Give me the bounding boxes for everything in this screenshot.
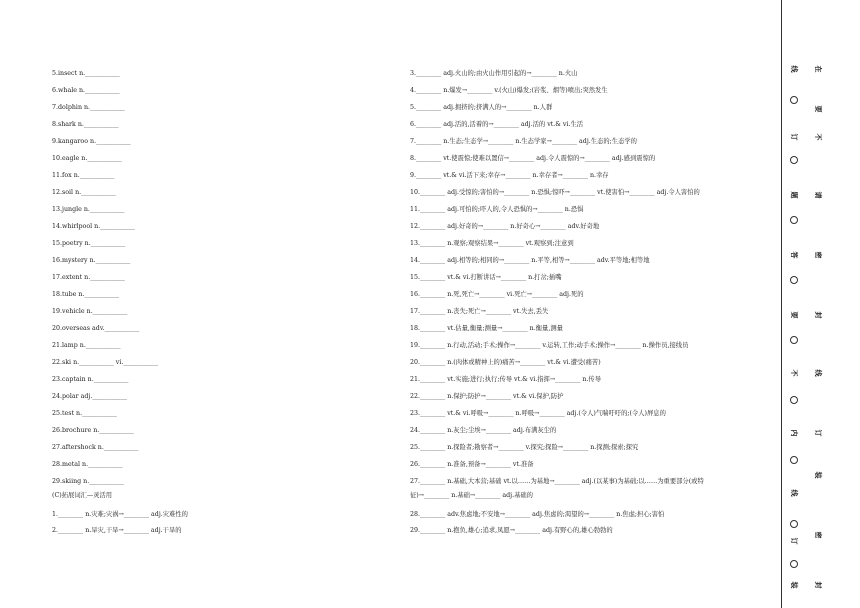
left-item: 21.lamp n.___________ (52, 342, 121, 349)
margin-label: 装 (790, 581, 798, 589)
right-item: 24.________ n.灰尘;尘埃→________ adj.布满灰尘的 (410, 427, 557, 434)
right-item: 3.________ adj.火山的;由火山作用引起的→________ n.火山 (410, 70, 578, 77)
right-item: 12.________ adj.好奇的→________ n.好奇心→________ adv.好奇地 (410, 223, 600, 230)
left-item: 7.dolphin n.___________ (52, 104, 125, 111)
left-item: 16.mystery n.___________ (52, 257, 131, 264)
margin-label: 答 (790, 251, 798, 259)
binding-hole (790, 156, 798, 164)
right-item: 17.________ n.丧失;死亡→________ vt.失去,丢失 (410, 308, 549, 315)
left-item: 24.polar adj.___________ (52, 393, 127, 400)
margin-label: 线 (790, 489, 798, 497)
margin-label: 不 (814, 133, 822, 141)
right-item: 21.________ vt.实施;进行;执行;传导 vt.& vi.指挥→________ n.传导 (410, 376, 602, 383)
margin-label: 订 (814, 429, 822, 437)
left-item: 8.shark n.___________ (52, 121, 119, 128)
left-item: 12.soil n.___________ (52, 189, 116, 196)
margin-label: 请 (814, 191, 822, 199)
margin-label: 密 (814, 531, 822, 539)
margin-label: 不 (790, 369, 798, 377)
left-item: 26.brochure n.___________ (52, 427, 134, 434)
right-item: 14.________ adj.相等的;相同的→________ n.平等,相等→________ adv.平等地;相等地 (410, 257, 650, 264)
margin-label: 封 (814, 581, 822, 589)
right-item: 5.________ adj.拥挤的;挤满人的→________ n.人群 (410, 104, 553, 111)
left-item: 10.eagle n.___________ (52, 155, 122, 162)
right-item: 15.________ vt.& vi.打断讲话→________ n.打岔;插嘴 (410, 274, 562, 281)
left-item: 15.poetry n.___________ (52, 240, 126, 247)
right-item: 27.________ n.基础,大本营;基础 vt.以……为基地→________ adj.(以某事)为基础;以……为重要部分(或特 (410, 478, 704, 485)
margin-label: 在 (814, 65, 822, 73)
left-item: 2.________ n.旱灾,干旱→________ adj.干旱的 (52, 527, 182, 534)
binding-hole (790, 520, 798, 528)
margin-label: 内 (790, 429, 798, 437)
left-item: 18.tube n.___________ (52, 291, 120, 298)
left-item: 23.captain n.___________ (52, 376, 129, 383)
right-item: 25.________ n.探险者;勘察者→________ v.探究;探险→________ n.探测;探索;探究 (410, 444, 639, 451)
binding-hole (790, 336, 798, 344)
right-item: 29.________ n.抱负,雄心;追求,凤愿→________ adj.有野心的,雄心勃勃的 (410, 527, 613, 534)
left-item: 27.aftershock n.___________ (52, 444, 139, 451)
right-item: 18.________ vt.估量,衡量;测量→________ n.衡量,测量 (410, 325, 563, 332)
right-item: 23.________ vt.& vi.呼吸→________ n.呼吸→________ adj.(令人)气喘吁吁的;(令人)屏息的 (410, 410, 666, 417)
margin-label: 线 (790, 65, 798, 73)
left-item: 17.extent n.___________ (52, 274, 125, 281)
right-item: 10.________ adj.受惊的;害怕的→________ n.恐惧;惊吓→________ vt.使害怕→________ adj.令人害怕的 (410, 189, 700, 196)
binding-hole (790, 560, 798, 568)
margin-label: 密 (814, 251, 822, 259)
binding-hole (790, 216, 798, 224)
left-item: 5.insect n.___________ (52, 70, 120, 77)
left-item: (C)拓展词汇—灵活用 (52, 492, 113, 499)
left-item: 14.whirlpool n.___________ (52, 223, 135, 230)
margin-label: 题 (790, 191, 798, 199)
right-item: 20.________ n.(肉体或精神上的)痛苦→________ vt.& vi.遭受(痛苦) (410, 359, 601, 366)
right-item: 6.________ adj.活的,活着的→________ adj.活的 vt.& vi.生活 (410, 121, 584, 128)
left-item: 28.metal n.___________ (52, 461, 123, 468)
right-item: 22.________ n.保护;防护→________ vt.& vi.保护,防护 (410, 393, 564, 400)
margin-label: 订 (790, 537, 798, 545)
margin-label: 装 (814, 471, 822, 479)
right-item: 7.________ n.生态;生态学→________ n.生态学家→________ adj.生态的;生态学的 (410, 138, 637, 145)
left-item: 6.whale n.___________ (52, 87, 120, 94)
margin-label: 线 (814, 369, 822, 377)
left-item: 13.jungle n.___________ (52, 206, 125, 213)
left-item: 25.test n.___________ (52, 410, 117, 417)
margin-label: 要 (790, 311, 798, 319)
right-item: 征)→________ n.基础→________ adj.基础的 (410, 492, 533, 499)
left-item: 1.________ n.灾难;灾祸→________ adj.灾难性的 (52, 511, 188, 518)
binding-hole (790, 276, 798, 284)
right-item: 8.________ vt.使震惊;使难以置信→________ adj.令人震惊的→________ adj.感到震惊的 (410, 155, 656, 162)
left-item: 19.vehicle n.___________ (52, 308, 128, 315)
right-item: 4.________ n.爆发→________ v.(火山)爆发;(岩浆、烟等)喷出;突然发生 (410, 87, 608, 94)
margin-label: 订 (790, 133, 798, 141)
binding-hole (790, 396, 798, 404)
left-item: 9.kangaroo n.___________ (52, 138, 131, 145)
margin-label: 要 (814, 105, 822, 113)
left-item: 29.skiing n.___________ (52, 478, 124, 485)
left-item: 11.fox n.___________ (52, 172, 115, 179)
binding-hole (790, 456, 798, 464)
right-item: 16.________ n.死,死亡→________ vi.死亡→________ adj.死的 (410, 291, 584, 298)
right-item: 9.________ vt.& vi.活下来;幸存→________ n.幸存者→________ n.幸存 (410, 172, 609, 179)
right-item: 11.________ adj.可怕的;吓人的,令人恐惧的→________ n.恐惧 (410, 206, 584, 213)
binding-hole (790, 96, 798, 104)
right-item: 26.________ n.准备,预备→________ vt.准备 (410, 461, 534, 468)
binding-line (781, 0, 782, 608)
left-item: 20.overseas adv.___________ (52, 325, 140, 332)
margin-label: 封 (814, 311, 822, 319)
right-item: 19.________ n.行动,活动;手术;操作→________ v.运转,工作;动手术;操作→________ n.操作员,接线员 (410, 342, 689, 349)
right-item: 13.________ n.观察;观察结果→________ vt.观察到;注意到 (410, 240, 574, 247)
left-item: 22.ski n.___________ vi.___________ (52, 359, 158, 366)
right-item: 28.________ adv.焦虑地;不安地→________ adj.焦虑的;渴望的→________ n.焦虑;担心;害怕 (410, 511, 665, 518)
